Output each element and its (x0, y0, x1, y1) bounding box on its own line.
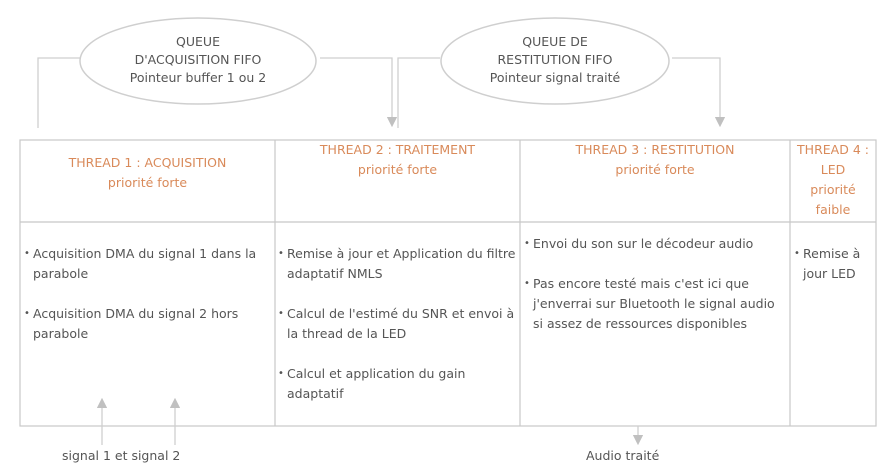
rest-queue-to-thread3-arrow (672, 58, 720, 122)
restitution-queue-name: QUEUE DE RESTITUTION FIFO (497, 34, 613, 67)
acq-queue-to-thread2-arrow (320, 58, 392, 122)
task-item: • Acquisition DMA du signal 1 dans la parabole (24, 244, 270, 284)
task-item: • Calcul et application du gain adaptatif (278, 364, 518, 404)
task-item: • Pas encore testé mais c'est ici que j'enverrai sur Bluetooth le signal audio si assez de ressources disponibles (524, 274, 788, 334)
output-audio-label: Audio traité (586, 448, 660, 463)
thread3-tasks (524, 234, 788, 354)
thread4-title: THREAD 4 : LED (797, 142, 869, 177)
thread4-priority: priorité faible (810, 182, 856, 217)
task-item: • Calcul de l'estimé du SNR et envoi à la thread de la LED (278, 304, 518, 344)
thread2-title: THREAD 2 : TRAITEMENT (319, 142, 476, 157)
thread3-priority: priorité forte (615, 162, 695, 177)
thread2-to-rest-queue-line (398, 58, 440, 128)
thread2-priority: priorité forte (357, 162, 438, 177)
thread4-tasks (794, 244, 872, 304)
restitution-queue (455, 33, 655, 87)
acquisition-queue-name: QUEUE D'ACQUISITION FIFO (134, 34, 262, 67)
acquisition-queue (95, 33, 301, 87)
task-item: • Remise à jour LED (794, 244, 872, 284)
thread1-header (22, 153, 273, 193)
input-signals-label: signal 1 et signal 2 (62, 448, 181, 463)
task-item: • Acquisition DMA du signal 2 hors parabole (24, 304, 270, 344)
task-item: • Envoi du son sur le décodeur audio (524, 234, 788, 254)
thread3-header (522, 140, 788, 180)
thread1-tasks (24, 244, 270, 364)
acquisition-queue-pointer: Pointeur buffer 1 ou 2 (129, 70, 267, 85)
thread3-title: THREAD 3 : RESTITUTION (575, 142, 735, 157)
restitution-queue-pointer: Pointeur signal traité (489, 70, 621, 85)
task-item: • Remise à jour et Application du filtre adaptatif NMLS (278, 244, 518, 284)
thread1-title: THREAD 1 : ACQUISITION (68, 155, 227, 170)
thread2-header (277, 140, 518, 180)
thread4-header (796, 140, 870, 220)
thread1-priority: priorité forte (107, 175, 188, 190)
thread1-to-acq-queue-line (38, 58, 80, 128)
thread2-tasks (278, 244, 518, 424)
